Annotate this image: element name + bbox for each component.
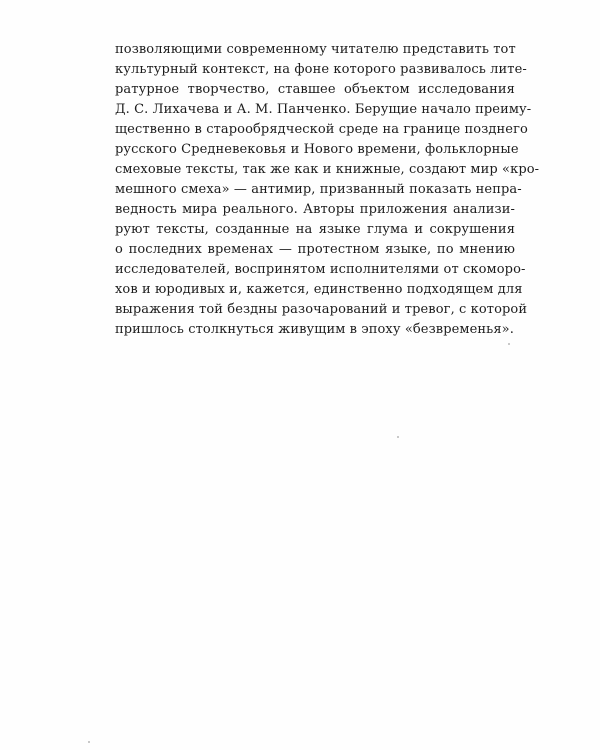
- text-line: русского Средневековья и Нового времени, фольклорные: [115, 142, 519, 157]
- text-line: ратурное творчество, ставшее объектом исследования: [115, 82, 515, 97]
- text-line: исследователей, воспринятом исполнителями от скоморо-: [115, 262, 526, 277]
- text-line: Д. С. Лихачева и А. М. Панченко. Берущие начало преиму-: [115, 102, 532, 117]
- scan-speck: [508, 343, 510, 345]
- text-line: культурный контекст, на фоне которого развивалось лите-: [115, 62, 527, 77]
- text-line: о последних временах — протестном языке, по мнению: [115, 242, 515, 257]
- text-line: выражения той бездны разочарований и тревог, с которой: [115, 302, 528, 317]
- scan-speck: [397, 436, 399, 438]
- text-line: хов и юродивых и, кажется, единственно подходящем для: [115, 282, 523, 297]
- text-line: мешного смеха» — антимир, призванный показать непра-: [115, 182, 522, 197]
- text-line: руют тексты, созданные на языке глума и сокрушения: [115, 222, 515, 237]
- text-line: щественно в старообрядческой среде на границе позднего: [115, 122, 528, 137]
- scan-speck: [88, 741, 90, 743]
- text-line: позволяющими современному читателю представить тот: [115, 42, 516, 57]
- text-line: пришлось столкнуться живущим в эпоху «безвременья».: [115, 322, 514, 337]
- text-line: смеховые тексты, так же как и книжные, создают мир «кро-: [115, 162, 540, 177]
- body-paragraph: [115, 40, 540, 340]
- text-line: ведность мира реального. Авторы приложения анализи-: [115, 202, 515, 217]
